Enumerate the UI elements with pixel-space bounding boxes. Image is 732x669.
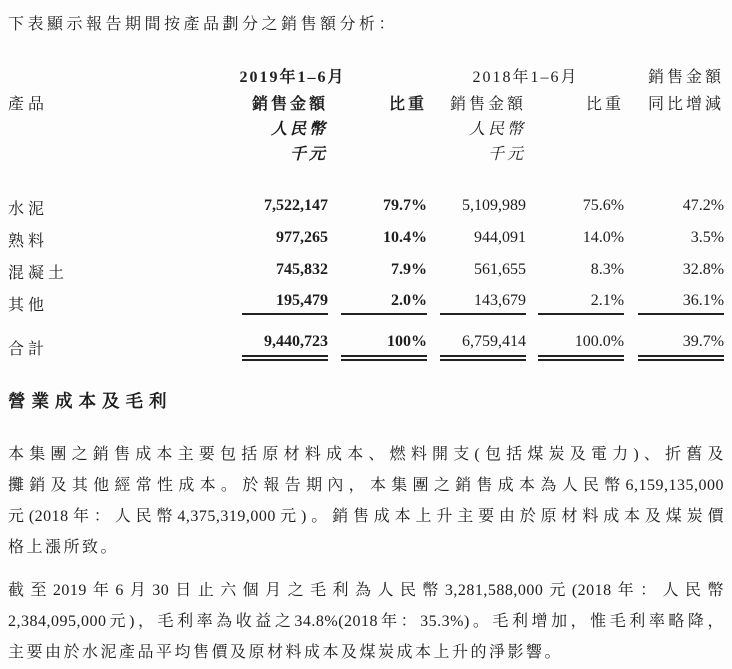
cell-product: 其他 bbox=[8, 296, 49, 314]
cell-amount-2019: 7,522,147 bbox=[264, 196, 328, 214]
header-product: 產品 bbox=[8, 95, 49, 113]
header-period-2018: 2018年1–6月 bbox=[472, 69, 579, 86]
header-yoy-change: 同比增減 bbox=[648, 95, 725, 113]
cell-weight-2019: 10.4% bbox=[383, 228, 428, 246]
cell-amount-2019: 745,832 bbox=[276, 260, 328, 278]
paragraph-line: 攤銷及其他經常性成本。於報告期內，本集團之銷售成本為人民幣6,159,135,000 bbox=[8, 477, 724, 494]
cell-yoy-change: 3.5% bbox=[690, 228, 725, 246]
header-currency-2019: 人民幣 bbox=[270, 121, 328, 138]
header-body-gap bbox=[8, 165, 724, 191]
paragraph-line: 元(2018年：人民幣4,375,319,000元)。銷售成本上升主要由於原材料成本及煤炭價 bbox=[8, 508, 724, 525]
paragraph-line: 2,384,095,000元)，毛利率為收益之34.8%(2018年：35.3%)。毛利增加，惟毛利率略降， bbox=[8, 613, 724, 630]
cell-weight-2018: 2.1% bbox=[538, 292, 624, 315]
cell-weight-2019: 2.0% bbox=[341, 292, 427, 315]
cell-weight-2018: 14.0% bbox=[582, 228, 625, 246]
total-gap bbox=[8, 319, 724, 331]
cell-product: 水泥 bbox=[8, 200, 49, 218]
paragraph-line: 截至2019年6月30日止六個月之毛利為人民幣3,281,588,000元(2018年：人民幣 bbox=[8, 582, 724, 599]
header-sales-amount-2018: 銷售金額 bbox=[450, 95, 527, 113]
header-period-2019: 2019年1–6月 bbox=[239, 69, 346, 86]
cell-weight-2018: 8.3% bbox=[590, 260, 625, 278]
cell-weight-2019: 7.9% bbox=[391, 260, 428, 278]
section-heading-operating-cost: 營業成本及毛利 bbox=[8, 391, 173, 411]
header-weight-2018: 比重 bbox=[586, 95, 625, 113]
cell-weight-2019: 79.7% bbox=[383, 196, 428, 214]
header-columns-row bbox=[8, 89, 724, 115]
header-unit-2019: 千元 bbox=[289, 146, 328, 163]
cell-total-yoy-change: 39.7% bbox=[638, 333, 724, 361]
cell-yoy-change: 36.1% bbox=[638, 292, 724, 315]
paragraph-line: 格上漲所致。 bbox=[8, 539, 120, 556]
cell-amount-2018: 561,655 bbox=[474, 260, 527, 278]
header-unit-2018: 千元 bbox=[488, 146, 527, 163]
cell-product: 混凝土 bbox=[8, 264, 69, 282]
intro-text: 下表顯示報告期間按產品劃分之銷售額分析： bbox=[8, 16, 399, 33]
cell-amount-2018: 944,091 bbox=[474, 228, 527, 246]
cell-amount-2018: 143,679 bbox=[440, 292, 526, 315]
table-row-clinker bbox=[8, 223, 724, 255]
gross-profit-paragraph bbox=[8, 575, 724, 668]
header-sales-amount-2019: 銷售金額 bbox=[251, 95, 328, 113]
cell-total-weight-2018: 100.0% bbox=[538, 333, 624, 361]
cell-total-amount-2019: 9,440,723 bbox=[242, 333, 328, 361]
header-unit-row bbox=[8, 140, 724, 165]
cell-amount-2019: 977,265 bbox=[276, 228, 328, 246]
header-currency-row bbox=[8, 115, 724, 140]
cell-product: 熟料 bbox=[8, 232, 49, 250]
table-row-cement bbox=[8, 191, 724, 223]
cost-paragraph bbox=[8, 439, 724, 563]
table-row-others bbox=[8, 287, 724, 319]
cell-total-amount-2018: 6,759,414 bbox=[440, 333, 526, 361]
cell-amount-2019: 195,479 bbox=[242, 292, 328, 315]
cell-total-weight-2019: 100% bbox=[341, 333, 427, 361]
table-total-row bbox=[8, 331, 724, 363]
cell-total-label: 合計 bbox=[8, 340, 49, 358]
sales-by-product-table bbox=[8, 62, 724, 363]
paragraph-line: 本集團之銷售成本主要包括原材料成本、燃料開支(包括煤炭及電力)、折舊及 bbox=[8, 446, 724, 463]
header-yoy-sales-amount: 銷售金額 bbox=[648, 69, 725, 86]
cell-amount-2018: 5,109,989 bbox=[462, 196, 527, 214]
cell-yoy-change: 47.2% bbox=[682, 196, 725, 214]
cell-weight-2018: 75.6% bbox=[582, 196, 625, 214]
cell-yoy-change: 32.8% bbox=[682, 260, 725, 278]
table-row-concrete bbox=[8, 255, 724, 287]
paragraph-line: 主要由於水泥產品平均售價及原材料成本及煤炭成本上升的淨影響。 bbox=[8, 644, 564, 661]
header-currency-2018: 人民幣 bbox=[469, 121, 527, 138]
header-weight-2019: 比重 bbox=[389, 95, 428, 113]
header-period-row bbox=[8, 62, 724, 89]
